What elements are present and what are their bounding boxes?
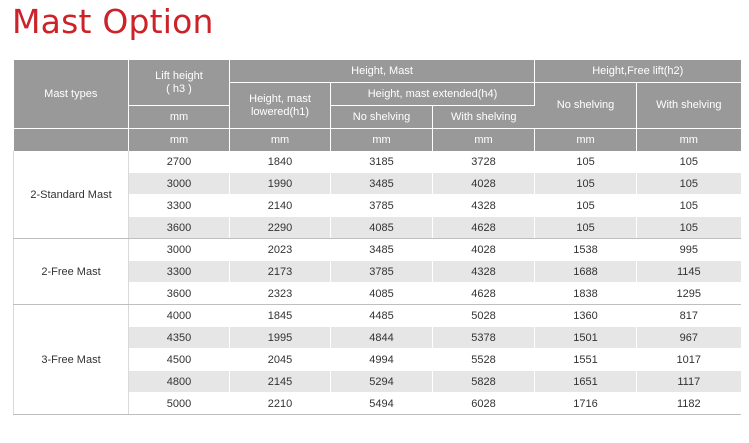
table-cell: 4000 <box>129 305 230 327</box>
header-unit-ext-no: mm <box>331 129 433 152</box>
table-cell: 995 <box>637 239 741 261</box>
table-cell: 4028 <box>433 173 535 195</box>
table-cell: 2323 <box>230 283 331 305</box>
header-mast-lowered-line2: lowered(h1) <box>250 105 310 118</box>
table-cell: 2290 <box>230 217 331 239</box>
header-unit-lowered: mm <box>230 129 331 152</box>
table-cell: 4350 <box>129 327 230 349</box>
table-cell: 3600 <box>129 217 230 239</box>
table-cell: 5000 <box>129 393 230 415</box>
header-extended-no-shelving: No shelving <box>331 106 433 129</box>
table-cell: 4085 <box>331 283 433 305</box>
table-cell: 3000 <box>129 173 230 195</box>
table-cell: 5494 <box>331 393 433 415</box>
table-cell: 1538 <box>535 239 637 261</box>
header-height-mast: Height, Mast <box>230 60 535 83</box>
table-cell: 105 <box>637 151 741 173</box>
table-cell: 1145 <box>637 261 741 283</box>
mast-type-cell: 3-Free Mast <box>14 305 129 415</box>
table-cell: 1551 <box>535 349 637 371</box>
table-row <box>14 305 741 327</box>
table-cell: 4500 <box>129 349 230 371</box>
table-cell: 3185 <box>331 151 433 173</box>
table-cell: 105 <box>535 173 637 195</box>
table-cell: 2700 <box>129 151 230 173</box>
table-cell: 1182 <box>637 393 741 415</box>
table-cell: 5528 <box>433 349 535 371</box>
header-free-lift-with-shelving: With shelving <box>637 83 741 129</box>
table-cell: 4800 <box>129 371 230 393</box>
table-cell: 2140 <box>230 195 331 217</box>
table-cell: 3000 <box>129 239 230 261</box>
header-lift-height <box>129 60 230 106</box>
table-cell: 4628 <box>433 283 535 305</box>
header-mast-types-unit-blank <box>14 129 129 152</box>
table-cell: 105 <box>637 173 741 195</box>
table-cell: 1295 <box>637 283 741 305</box>
table-cell: 5294 <box>331 371 433 393</box>
mast-type-cell: 2-Standard Mast <box>14 151 129 239</box>
table-cell: 3300 <box>129 261 230 283</box>
table-cell: 1360 <box>535 305 637 327</box>
table-cell: 1716 <box>535 393 637 415</box>
mast-option-table <box>13 60 741 415</box>
table-cell: 4028 <box>433 239 535 261</box>
table-cell: 3485 <box>331 239 433 261</box>
table-cell: 4085 <box>331 217 433 239</box>
header-lift-height-line2: ( h3 ) <box>166 82 192 95</box>
table-cell: 1990 <box>230 173 331 195</box>
table-cell: 105 <box>637 195 741 217</box>
table-cell: 5028 <box>433 305 535 327</box>
header-unit-ext-with: mm <box>433 129 535 152</box>
table-cell: 5828 <box>433 371 535 393</box>
header-mast-lowered <box>230 83 331 129</box>
table-cell: 105 <box>535 217 637 239</box>
table-cell: 817 <box>637 305 741 327</box>
table-cell: 967 <box>637 327 741 349</box>
table-cell: 105 <box>535 151 637 173</box>
table-cell: 1651 <box>535 371 637 393</box>
table-cell: 3485 <box>331 173 433 195</box>
table-cell: 4328 <box>433 195 535 217</box>
table-cell: 1017 <box>637 349 741 371</box>
header-unit-lift: mm <box>129 129 230 152</box>
table-cell: 3728 <box>433 151 535 173</box>
table-cell: 1501 <box>535 327 637 349</box>
table-cell: 3600 <box>129 283 230 305</box>
table-cell: 2045 <box>230 349 331 371</box>
table-cell: 2023 <box>230 239 331 261</box>
table-cell: 4485 <box>331 305 433 327</box>
mast-type-cell: 2-Free Mast <box>14 239 129 305</box>
table-cell: 2210 <box>230 393 331 415</box>
table-cell: 1845 <box>230 305 331 327</box>
table-body <box>14 151 741 415</box>
table-cell: 4628 <box>433 217 535 239</box>
table-cell: 1840 <box>230 151 331 173</box>
page-title: Mast Option <box>12 2 214 41</box>
header-unit-fl-no: mm <box>535 129 637 152</box>
table-cell: 2173 <box>230 261 331 283</box>
header-lift-height-line1: Lift height <box>155 69 203 82</box>
table-cell: 105 <box>637 217 741 239</box>
table-cell: 105 <box>535 195 637 217</box>
table-row <box>14 239 741 261</box>
header-lift-height-unit: mm <box>129 106 230 129</box>
table-cell: 2145 <box>230 371 331 393</box>
table-cell: 4844 <box>331 327 433 349</box>
header-unit-fl-with: mm <box>637 129 741 152</box>
table-cell: 5378 <box>433 327 535 349</box>
header-mast-extended: Height, mast extended(h4) <box>331 83 535 106</box>
table-cell: 1688 <box>535 261 637 283</box>
table-cell: 4994 <box>331 349 433 371</box>
table-cell: 3785 <box>331 261 433 283</box>
header-mast-lowered-line1: Height, mast <box>249 92 311 105</box>
header-mast-types: Mast types <box>14 60 129 129</box>
header-height-free-lift: Height,Free lift(h2) <box>535 60 741 83</box>
table-cell: 4328 <box>433 261 535 283</box>
header-free-lift-no-shelving: No shelving <box>535 83 637 129</box>
table-row <box>14 151 741 173</box>
table-cell: 3785 <box>331 195 433 217</box>
table-cell: 3300 <box>129 195 230 217</box>
table-cell: 6028 <box>433 393 535 415</box>
table-cell: 1117 <box>637 371 741 393</box>
table-cell: 1838 <box>535 283 637 305</box>
table-cell: 1995 <box>230 327 331 349</box>
header-extended-with-shelving: With shelving <box>433 106 535 129</box>
